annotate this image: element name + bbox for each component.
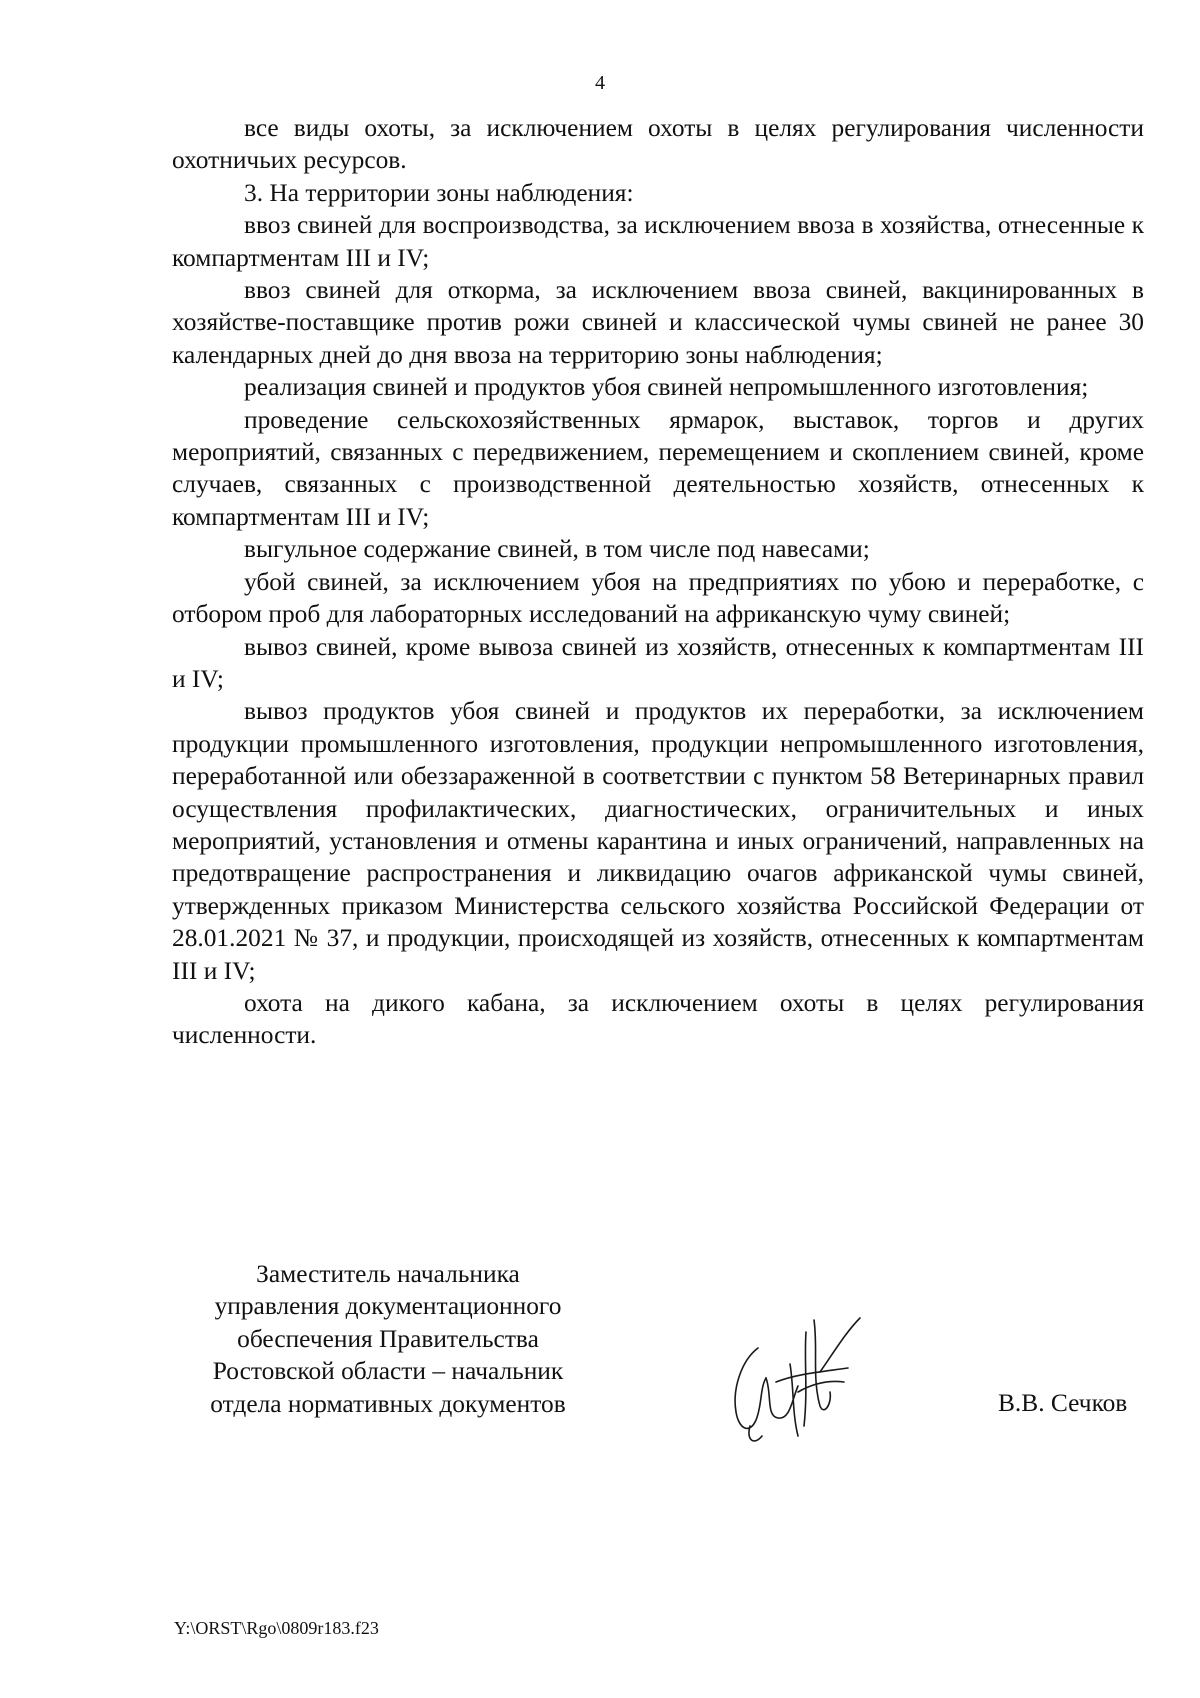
paragraph-export-products: вывоз продуктов убоя свиней и продуктов их переработки, за исключением продукции промышленного изготовления, продукции непромышленного изготовления, переработанной или обеззараженной в соответствии с пунктом 58 Ветеринарных правил осуществления профилактических, диагностических, ограничительных и иных мероприятий, установления и отмены карантина и иных ограничений, направленных на предотвращение распространения и ликвидацию очагов африканской чумы свиней, утвержденных приказом Министерства сельского хозяйства Российской Федерации от 28.01.2021 № 37, и продукции, происходящей из хозяйств, отнесенных к компартментам III и IV;: [172, 697, 1144, 985]
paragraph-import-fattening: ввоз свиней для откорма, за исключением ввоза свиней, вакцинированных в хозяйстве-поставщике против рожи свиней и классической чумы свиней не ранее 30 календарных дней до дня ввоза на территорию зоны наблюдения;: [172, 276, 1144, 369]
paragraph-import-breeding: ввоз свиней для воспроизводства, за исключением ввоза в хозяйства, отнесенные к компартментам III и IV;: [172, 211, 1144, 272]
paragraph-section-3-heading: 3. На территории зоны наблюдения:: [244, 178, 634, 207]
document-body: [172, 112, 1144, 1052]
paragraph-export-pigs: вывоз свиней, кроме вывоза свиней из хозяйств, отнесенных к компартментам III и IV;: [172, 632, 1144, 693]
position-line: обеспечения Правительства: [237, 1324, 539, 1353]
page-number: 4: [595, 72, 605, 94]
signatory-position: [178, 1258, 598, 1420]
paragraph-sale-products: реализация свиней и продуктов убоя свиней непромышленного изготовления;: [244, 373, 1089, 402]
paragraph-fairs-exhibitions: проведение сельскохозяйственных ярмарок, выставок, торгов и других мероприятий, связанных с передвижением, перемещением и скоплением свиней, кроме случаев, связанных с производственной деятельностью хозяйств, отнесенных к компартментам III и IV;: [172, 405, 1144, 531]
position-line: управления документационного: [214, 1292, 562, 1321]
paragraph-hunting-restriction: все виды охоты, за исключением охоты в целях регулирования численности охотничьих ресурсов.: [172, 114, 1144, 175]
position-line: Ростовской области – начальник: [212, 1357, 564, 1386]
handwritten-signature: [720, 1308, 870, 1448]
paragraph-free-range: выгульное содержание свиней, в том числе под навесами;: [244, 535, 870, 564]
file-path-footer: Y:\ORST\Rgo\0809r183.f23: [174, 1618, 379, 1638]
position-line: отдела нормативных документов: [210, 1389, 566, 1418]
paragraph-boar-hunting: охота на дикого кабана, за исключением охоты в целях регулирования численности.: [172, 988, 1144, 1050]
paragraph-slaughter: убой свиней, за исключением убоя на предприятиях по убою и переработке, с отбором проб для лабораторных исследований на африканскую чуму свиней;: [172, 567, 1144, 629]
position-line: Заместитель начальника: [256, 1260, 520, 1288]
signer-name: В.В. Сечков: [998, 1389, 1128, 1417]
